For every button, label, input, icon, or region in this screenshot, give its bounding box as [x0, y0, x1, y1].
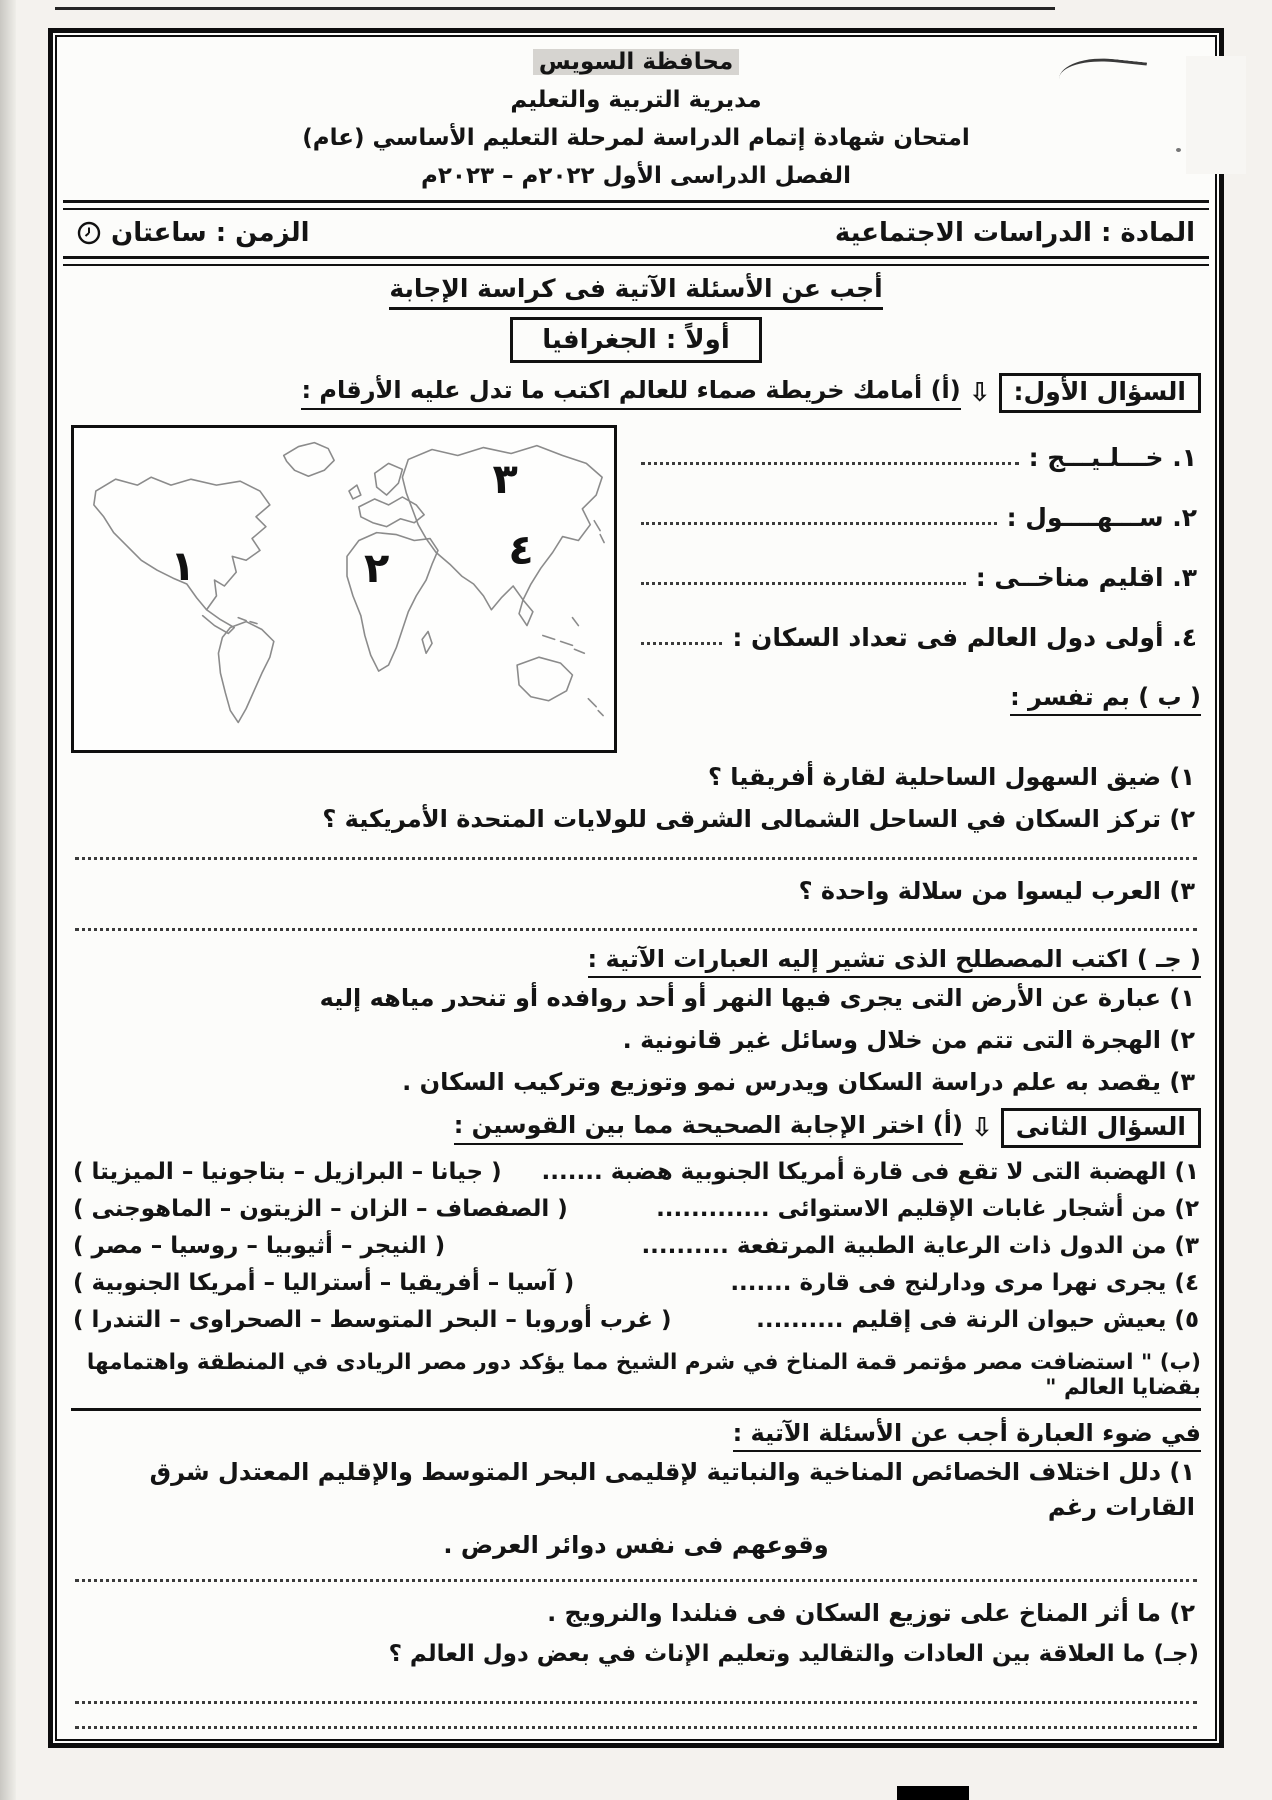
answer-line [75, 1718, 1197, 1729]
mcq-row-3 [73, 1233, 1199, 1259]
scan-artifact-white-patch [1186, 56, 1246, 174]
question2-header [71, 1108, 1201, 1148]
term-line: الفصل الدراسى الأول ٢٠٢٢م – ٢٠٢٣م [421, 163, 851, 189]
part-c-item-1: ١) عبارة عن الأرض التى يجرى فيها النهر أو أحد روافده أو تنحدر مياهه إليه [319, 984, 1195, 1013]
question1-header [71, 373, 1201, 413]
fill-item-top-population-country: ٤. أولى دول العالم فى تعداد السكان : [637, 623, 1197, 652]
scan-artifact-black-mark [897, 1786, 969, 1800]
subject-label: المادة : الدراسات الاجتماعية [834, 218, 1195, 248]
scan-artifact-speck [1176, 148, 1181, 152]
question1-map-section [71, 425, 1201, 753]
quote-item-1-line1: ١) دلل اختلاف الخصائص المناخية والنباتية لإقليمى البحر المتوسط والإقليم المعتدل شرق القارات رغم [149, 1457, 1195, 1521]
map-number-4: ٤ [508, 525, 534, 575]
mcq-row-5 [73, 1307, 1199, 1333]
answer-dots [641, 642, 722, 645]
mcq-row-1 [73, 1159, 1199, 1185]
map-number-1: ١ [170, 541, 196, 591]
mcq-choices: ( آسيا – أفريقيا – أستراليا – أمريكا الجنوبية ) [73, 1269, 575, 1296]
fill-item-gulf: ١. خـــلـيـــج : [637, 443, 1197, 472]
exam-page-frame [48, 28, 1224, 1748]
divider-double-line [63, 200, 1209, 210]
part-b-item-2: ٢) تركز السكان في الساحل الشمالى الشرقى للولايات المتحدة الأمريكية ؟ [322, 804, 1195, 833]
divider-double-line [63, 256, 1209, 266]
part-b-title: ( ب ) بم تفسر : [627, 683, 1201, 711]
blank-world-map [71, 425, 617, 753]
question2-part-a-text: (أ) اختر الإجابة الصحيحة مما بين القوسين : [454, 1111, 963, 1145]
question1-box-label: السؤال الأول: [999, 373, 1201, 413]
answer-dots [641, 582, 966, 585]
quote-item-1-line2: وقوعهم فى نفس دوائر العرض . [443, 1531, 829, 1560]
quote-item-2: ٢) ما أثر المناخ على توزيع السكان فى فنلندا والنرويج . [547, 1599, 1195, 1628]
page-header [71, 43, 1201, 195]
governorate-title: محافظة السويس [533, 49, 739, 75]
answer-line [75, 849, 1197, 860]
map-number-3: ٣ [492, 454, 518, 504]
question1-items-column [627, 425, 1201, 753]
section-geography-title: أولاً : الجغرافيا [510, 317, 762, 363]
quote-subtitle: في ضوء العبارة أجب عن الأسئلة الآتية : [71, 1419, 1201, 1447]
mcq-question: ٤) يجرى نهرا مرى ودارلنج فى قارة ....... [730, 1269, 1199, 1296]
mcq-choices: ( الصفصاف – الزان – الزيتون – الماهوجنى ) [73, 1195, 568, 1222]
scan-edge-shadow [0, 0, 16, 1800]
scan-artifact-topline [55, 7, 1055, 10]
part-c-item-3: ٣) يقصد به علم دراسة السكان ويدرس نمو وتوزيع وتركيب السكان . [402, 1067, 1195, 1096]
down-arrow-icon: ⇩ [968, 378, 991, 408]
directorate-title: مديرية التربية والتعليم [510, 87, 762, 113]
mcq-choices: ( جيانا – البرازيل – بتاجونيا – الميزيتا ) [73, 1158, 502, 1185]
mcq-question: ٣) من الدول ذات الرعاية الطبية المرتفعة .......... [641, 1232, 1199, 1259]
subject-time-bar [71, 215, 1201, 251]
answer-line [75, 920, 1197, 931]
exam-title: امتحان شهادة إتمام الدراسة لمرحلة التعليم الأساسي (عام) [302, 125, 970, 151]
exam-page-content [55, 35, 1217, 1741]
question2-box-label: السؤال الثانى [1001, 1108, 1201, 1148]
answer-instruction: أجب عن الأسئلة الآتية فى كراسة الإجابة [71, 274, 1201, 303]
mcq-question: ١) الهضبة التى لا تقع فى قارة أمريكا الجنوبية هضبة ....... [541, 1158, 1199, 1185]
mcq-choices: ( النيجر – أثيوبيا – روسيا – مصر ) [73, 1232, 446, 1259]
answer-line [75, 1571, 1197, 1582]
part-c-item-2: ٢) الهجرة التى تتم من خلال وسائل غير قانونية . [622, 1026, 1195, 1055]
mcq-row-4 [73, 1270, 1199, 1296]
map-number-2: ٢ [363, 543, 390, 593]
time-block [77, 218, 310, 248]
down-arrow-icon: ⇩ [970, 1112, 993, 1143]
question2-part-c: (جـ) ما العلاقة بين العادات والتقاليد وتعليم الإناث في بعض دول العالم ؟ [388, 1641, 1199, 1668]
fill-item-climate-region: ٣. اقليم مناخــى : [637, 563, 1197, 592]
climate-summit-quote: (ب) " استضافت مصر مؤتمر قمة المناخ في شرم الشيخ مما يؤكد دور مصر الريادى في المنطقة واهتمامها بقضايا العالم " [71, 1344, 1201, 1411]
part-b-item-3: ٣) العرب ليسوا من سلالة واحدة ؟ [798, 876, 1195, 905]
mcq-row-2 [73, 1196, 1199, 1222]
part-b-item-1: ١) ضيق السهول الساحلية لقارة أفريقيا ؟ [707, 763, 1195, 791]
mcq-choices: ( غرب أوروبا – البحر المتوسط – الصحراوى – التندرا ) [73, 1306, 672, 1333]
part-c-title: ( جـ ) اكتب المصطلح الذى تشير إليه العبارات الآتية : [71, 945, 1201, 973]
mcq-question: ٥) يعيش حيوان الرنة فى إقليم .......... [756, 1306, 1199, 1333]
answer-dots [641, 462, 1019, 465]
world-map-svg [80, 428, 614, 744]
time-label: الزمن : ساعتان [111, 218, 310, 248]
mcq-question: ٢) من أشجار غابات الإقليم الاستوائى ............. [656, 1195, 1199, 1222]
question1-part-a-text: (أ) أمامك خريطة صماء للعالم اكتب ما تدل عليه الأرقام : [301, 376, 960, 410]
answer-line [75, 1693, 1197, 1704]
answer-dots [641, 522, 997, 525]
fill-item-plains: ٢. ســـهــــول : [637, 503, 1197, 532]
clock-icon [77, 221, 101, 245]
